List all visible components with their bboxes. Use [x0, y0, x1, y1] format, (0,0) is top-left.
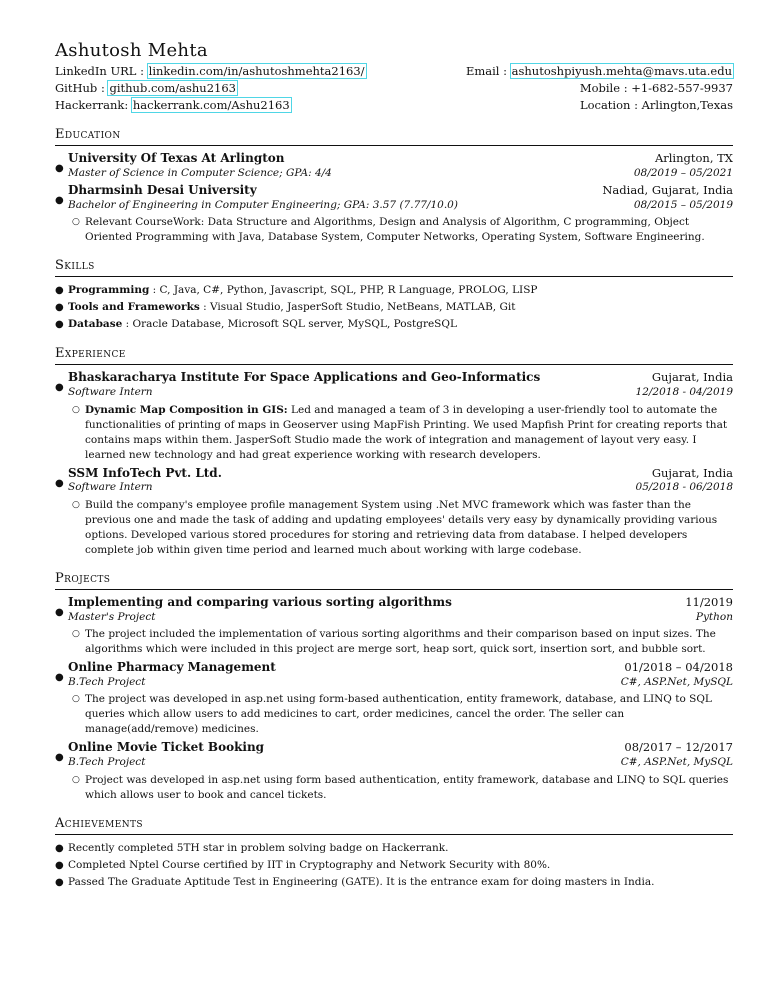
education-entry [55, 183, 733, 212]
school-location: Arlington, TX [654, 151, 733, 165]
achievements-list [55, 840, 733, 891]
bullet-icon: ● [55, 672, 64, 684]
achievement-item [55, 840, 733, 857]
description-text: Project was developed in asp.net using form based authentication, entity framework, database and LINQ to SQL queries which allows user to book and cancel tickets. [85, 773, 729, 801]
project-description [55, 692, 733, 737]
project-tech: Python [695, 610, 733, 623]
skill-item [55, 316, 733, 333]
degree-text: Bachelor of Engineering in Computer Engineering; GPA: 3.57 (7.77/10.0) [68, 198, 458, 211]
bullet-icon: ● [55, 477, 64, 489]
project-date: 01/2018 – 04/2018 [624, 660, 733, 675]
achievements-heading: Achievements [55, 816, 733, 835]
mobile-text: Mobile : +1-682-557-9937 [579, 81, 733, 95]
project-type: B.Tech Project [68, 675, 146, 688]
experience-description [55, 498, 733, 558]
achievement-item [55, 857, 733, 874]
bullet-icon: ● [55, 859, 64, 871]
contact-links [55, 63, 366, 114]
skills-heading: Skills [55, 258, 733, 277]
school-location: Nadiad, Gujarat, India [602, 183, 733, 198]
org-name: Bhaskaracharya Institute For Space Applications and Geo-Informatics [68, 370, 541, 385]
project-tech: C#, ASP.Net, MySQL [620, 675, 733, 688]
experience-entry [55, 466, 733, 495]
skill-value: : C, Java, C#, Python, Javascript, SQL, PHP, R Language, PROLOG, LISP [152, 284, 538, 297]
circle-bullet-icon: ○ [72, 217, 80, 228]
bullet-icon: ● [55, 302, 64, 314]
bullet-icon: ● [55, 285, 64, 297]
coursework-text: Relevant CourseWork: Data Structure and Algorithms, Design and Analysis of Algorithm, C programming, Object Oriented Programming with Java, Database System, Computer Networks, Operating System, Software Engineering. [85, 216, 705, 244]
projects-heading: Projects [55, 571, 733, 590]
github-link[interactable]: github.com/ashu2163 [109, 81, 236, 95]
school-name: University Of Texas At Arlington [68, 151, 285, 165]
contact-info [466, 63, 733, 114]
bullet-icon: ● [55, 382, 64, 394]
resume-page [55, 40, 733, 891]
coursework-item [55, 215, 733, 245]
org-location: Gujarat, India [651, 465, 733, 480]
project-highlight: Dynamic Map Composition in GIS: [85, 403, 288, 416]
bullet-icon: ● [55, 195, 64, 207]
bullet-icon: ● [55, 319, 64, 331]
education-entry [55, 151, 733, 180]
skill-label: Tools and Frameworks [68, 301, 200, 314]
education-dates: 08/2015 – 05/2019 [633, 198, 733, 211]
candidate-name: Ashutosh Mehta [55, 40, 208, 61]
circle-bullet-icon: ○ [72, 774, 80, 785]
circle-bullet-icon: ○ [72, 499, 80, 510]
skill-value: : Visual Studio, JasperSoft Studio, NetBeans, MATLAB, Git [203, 301, 516, 314]
achievement-text: Passed The Graduate Aptitude Test in Engineering (GATE). It is the entrance exam for doing masters in India. [68, 875, 655, 888]
project-entry [55, 740, 733, 769]
bullet-icon: ● [55, 752, 64, 764]
project-tech: C#, ASP.Net, MySQL [620, 756, 733, 768]
hackerrank-link[interactable]: hackerrank.com/Ashu2163 [132, 98, 290, 112]
achievement-item [55, 874, 733, 891]
experience-heading: Experience [55, 346, 733, 365]
description-text: The project was developed in asp.net using form-based authentication, entity framework, database, and LINQ to SQL queries which allow users to add medicines to cart, order medicines, cancel the order. The seller can manage(add/remove) medicines. [85, 693, 712, 736]
circle-bullet-icon: ○ [72, 694, 80, 705]
description-text: Led and managed a team of 3 in developing a user-friendly tool to automate the functionalities of printing of maps in Geoserver using MapFish Printing. We used Mapfish Print for creating reports that contains maps within them. JasperSoft Studio made the work of integration and management of layout very easy. I learned new technology and had great experience working with research developers. [85, 403, 728, 461]
experience-entry [55, 370, 733, 399]
education-heading: Education [55, 127, 733, 146]
email-label: Email : [465, 64, 507, 78]
experience-description [55, 403, 733, 463]
degree-text: Master of Science in Computer Science; GPA: 4/4 [68, 166, 332, 179]
skill-label: Programming [68, 284, 150, 297]
skill-label: Database [68, 318, 123, 331]
skill-item [55, 299, 733, 316]
org-location: Gujarat, India [651, 370, 733, 385]
github-label: GitHub : [55, 81, 105, 95]
linkedin-link[interactable]: linkedin.com/in/ashutoshmehta2163/ [148, 64, 365, 78]
email-link[interactable]: ashutoshpiyush.mehta@mavs.uta.edu [511, 64, 732, 78]
linkedin-label: LinkedIn URL : [55, 64, 144, 78]
role-text: Software Intern [68, 386, 153, 399]
role-text: Software Intern [68, 481, 153, 494]
skills-list [55, 282, 733, 333]
project-title: Implementing and comparing various sorting algorithms [68, 594, 452, 609]
project-type: Master's Project [68, 610, 156, 623]
project-description [55, 627, 733, 657]
achievement-text: Completed Nptel Course certified by IIT in Cryptography and Network Security with 80%. [68, 858, 551, 871]
role-dates: 12/2018 - 04/2019 [635, 386, 733, 399]
project-type: B.Tech Project [68, 756, 146, 768]
location-text: Location : Arlington,Texas [579, 98, 733, 112]
project-title: Online Movie Ticket Booking [68, 740, 265, 755]
achievement-text: Recently completed 5TH star in problem solving badge on Hackerrank. [68, 841, 449, 854]
skill-item [55, 282, 733, 299]
project-title: Online Pharmacy Management [68, 660, 276, 675]
role-dates: 05/2018 - 06/2018 [635, 481, 733, 494]
bullet-icon: ● [55, 606, 64, 618]
description-text: The project included the implementation of various sorting algorithms and their comparison based on input sizes. The algorithms which were included in this project are merge sort, heap sort, quick sort, insertion sort, and bubble sort. [85, 628, 716, 656]
org-name: SSM InfoTech Pvt. Ltd. [68, 465, 222, 480]
bullet-icon: ● [55, 163, 64, 174]
circle-bullet-icon: ○ [72, 404, 80, 415]
bullet-icon: ● [55, 876, 64, 888]
description-text: Build the company's employee profile management System using .Net MVC framework which was faster than the previous one and made the task of adding and updating employees' details very easy by dynamically providing various options. Developed various stored procedures for storing and retrieving data from database. I helped developers complete job within given time period and learned much about working with large codebase. [85, 498, 718, 556]
education-dates: 08/2019 – 05/2021 [633, 166, 733, 179]
project-date: 08/2017 – 12/2017 [624, 740, 733, 755]
project-description [55, 773, 733, 803]
project-entry [55, 660, 733, 689]
bullet-icon: ● [55, 842, 64, 854]
skill-value: : Oracle Database, Microsoft SQL server, MySQL, PostgreSQL [125, 318, 457, 331]
circle-bullet-icon: ○ [72, 629, 80, 640]
project-date: 11/2019 [685, 594, 733, 609]
project-entry [55, 595, 733, 624]
school-name: Dharmsinh Desai University [68, 183, 257, 198]
hackerrank-label: Hackerrank: [55, 98, 129, 112]
contact-block [55, 63, 733, 114]
